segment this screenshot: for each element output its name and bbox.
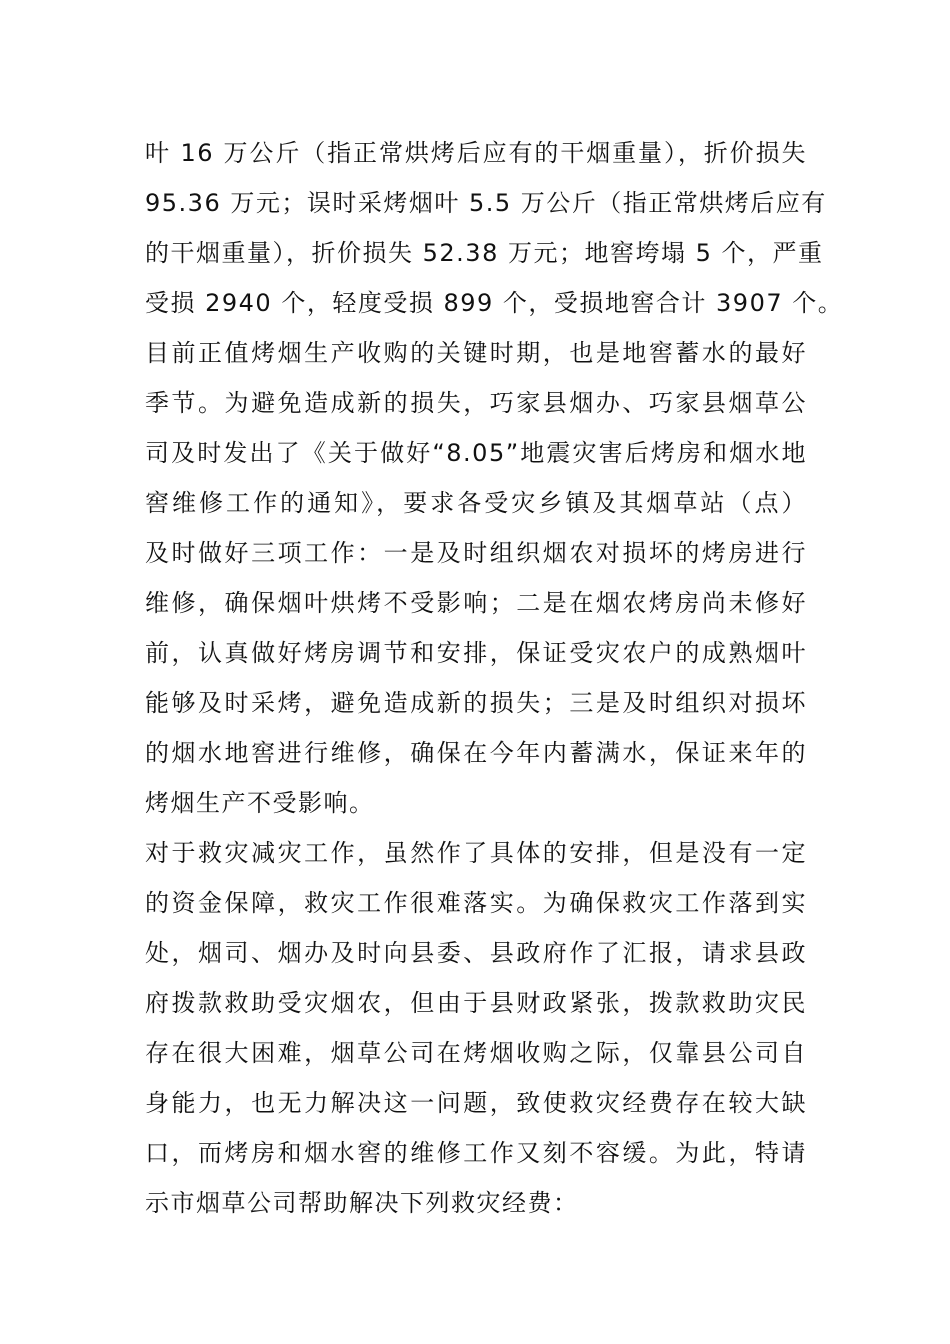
document-body — [145, 128, 844, 1228]
text-line: 叶 16 万公斤（指正常烘烤后应有的干烟重量），折价损失 — [145, 139, 807, 167]
text-line: 示市烟草公司帮助解决下列救灾经费： — [145, 1189, 579, 1217]
text-line: 存在很大困难，烟草公司在烤烟收购之际，仅靠县公司自 — [145, 1039, 807, 1067]
paragraph-loss-details — [145, 128, 844, 328]
text-line: 的烟水地窖进行维修，确保在今年内蓄满水，保证来年的 — [145, 739, 807, 767]
text-line: 前，认真做好烤房调节和安排，保证受灾农户的成熟烟叶 — [145, 639, 807, 667]
text-line: 府拨款救助受灾烟农，但由于县财政紧张，拨款救助灾民 — [145, 989, 807, 1017]
text-line: 身能力，也无力解决这一问题，致使救灾经费存在较大缺 — [145, 1089, 807, 1117]
text-line: 窖维修工作的通知》，要求各受灾乡镇及其烟草站（点） — [145, 489, 807, 517]
text-line: 95.36 万元；误时采烤烟叶 5.5 万公斤（指正常烘烤后应有 — [145, 189, 827, 217]
text-line: 能够及时采烤，避免造成新的损失；三是及时组织对损坏 — [145, 689, 807, 717]
text-line: 的资金保障，救灾工作很难落实。为确保救灾工作落到实 — [145, 889, 807, 917]
text-line: 受损 2940 个，轻度受损 899 个，受损地窖合计 3907 个。 — [145, 289, 844, 317]
text-line: 季节。为避免造成新的损失，巧家县烟办、巧家县烟草公 — [145, 389, 807, 417]
text-line: 及时做好三项工作：一是及时组织烟农对损坏的烤房进行 — [145, 539, 807, 567]
text-line: 的干烟重量），折价损失 52.38 万元；地窖垮塌 5 个，严重 — [145, 239, 824, 267]
paragraph-funding-request — [145, 828, 807, 1228]
text-line: 维修，确保烟叶烘烤不受影响；二是在烟农烤房尚未修好 — [145, 589, 807, 617]
text-line: 对于救灾减灾工作，虽然作了具体的安排，但是没有一定 — [145, 839, 807, 867]
text-line: 口，而烤房和烟水窖的维修工作又刻不容缓。为此，特请 — [145, 1139, 807, 1167]
paragraph-repair-notice — [145, 328, 807, 828]
text-line: 烤烟生产不受影响。 — [145, 789, 375, 817]
text-line: 处，烟司、烟办及时向县委、县政府作了汇报，请求县政 — [145, 939, 807, 967]
text-line: 目前正值烤烟生产收购的关键时期，也是地窖蓄水的最好 — [145, 339, 807, 367]
text-line: 司及时发出了《关于做好“8.05”地震灾害后烤房和烟水地 — [145, 439, 807, 467]
